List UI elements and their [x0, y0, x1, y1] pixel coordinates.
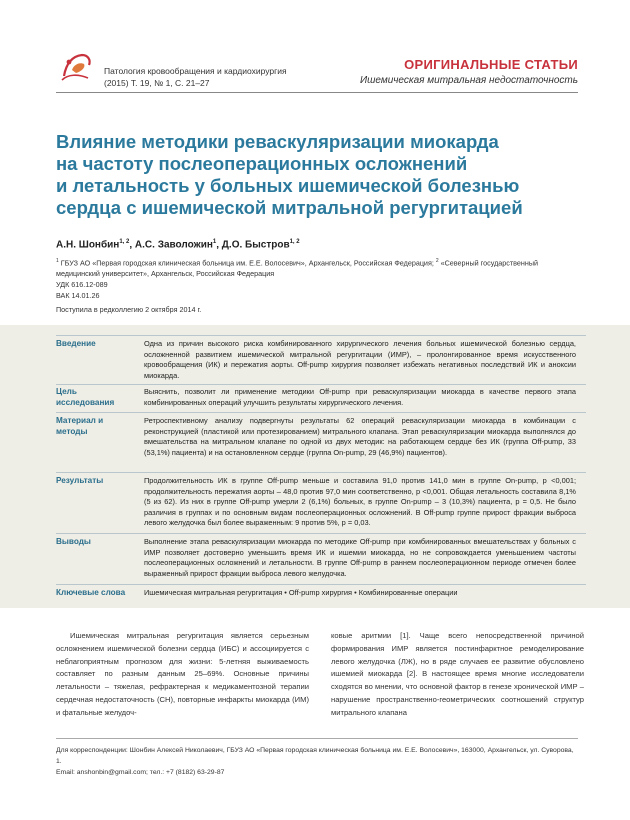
journal-citation	[104, 65, 287, 89]
body-column-right	[331, 630, 584, 720]
article-title	[56, 131, 586, 219]
rubric-heading: Ишемическая митральная недостаточность	[359, 75, 578, 86]
abstract-text: Ретроспективному анализу подвергнуты результаты 62 операций реваскуляризации миокарда в комбинации с реконструкцией (пластикой или протезированием) митрального клапана. Этап реваскуляризации миокарда выполнялся до вмешательства на митральном клапане по одной из двух методик: на работающем сердце без ИК (группа Off-pump, 33 (53,1%) пациента) и на остановленном сердце (группа On-pump, 29 (46,9%) пациентов).	[144, 416, 576, 457]
author-list	[56, 239, 300, 250]
title-line: и летальность у больных ишемической болезнью	[56, 175, 520, 196]
section-heading: ОРИГИНАЛЬНЫЕ СТАТЬИ	[404, 57, 578, 72]
vak-code: ВАК 14.01.26	[56, 290, 100, 300]
abstract-label: Материал и методы	[56, 416, 104, 436]
journal-logo	[58, 50, 94, 86]
author-affiliation-mark: 1, 2	[289, 239, 300, 245]
affiliation-2: «Северный государственный медицинский университет», Архангельск, Российская Федерация	[56, 258, 539, 279]
body-column-left	[56, 630, 309, 720]
author-name: А.Н. Шонбин	[56, 239, 120, 251]
abstract-text: Ишемическая митральная регургитация • Off-pump хирургия • Комбинированные операции	[144, 588, 458, 597]
abstract-label: Результаты	[56, 476, 104, 485]
author-affiliation-mark: 1	[212, 239, 217, 245]
affiliation-mark: 1	[56, 258, 59, 264]
title-line: на частоту послеоперационных осложнений	[56, 153, 468, 174]
abstract-text: Одна из причин высокого риска комбинированного хирургического лечения больных ишемической болезнью сердца, осложненной развитием ишемической митральной регургитации (ИМР), – пролонгированное время искусственного кровообращения (ИК) и пережатия аорты. Off-pump хирургия позволяет избежать негативных последствий ИК и аноксии миокарда.	[144, 339, 576, 380]
classification-codes	[56, 280, 108, 301]
abstract-box	[0, 325, 630, 608]
journal-name: Патология кровообращения и кардиохирургия	[104, 66, 287, 76]
abstract-label: Выводы	[56, 537, 91, 546]
abstract-divider	[56, 335, 586, 336]
abstract-label: Цель исследования	[56, 387, 115, 407]
body-paragraph: ковые аритмии [1]. Чаще всего непосредственной причиной формирования ИМР является постинфарктное ремоделирование левого желудочка (ЛЖ), но в ряде случаев ее развитие обусловлено ишемией миокарда [2]. В настоящее время многие исследователи сходятся во мнении, что основной фактор в генезе хронической ИМР – нарушение пространственно-геометрических соотношений структур митрального клапана	[331, 631, 584, 717]
author-affiliation-mark: 1, 2	[119, 239, 130, 245]
abstract-text: Продолжительность ИК в группе Off-pump меньше и составила 91,0 против 141,0 мин в группе On-pump, p <0,001; продолжительность пережатия аорты – 48,0 против 97,0 мин соответственно, p <0,001. Общая летальность составила 8,1% (5 из 62). Из них в группе Off-pump умерли 2 (6,1%) больных, в группе On-pump – 3 (10,3%) пациента, p = 0,5. Не было различия в группах и по основным видам послеоперационных осложнений. В Off-pump группе прирост фракции выброса левого желудочка был более выраженным: 9 против 5%, p = 0,03.	[144, 476, 576, 528]
author-separator: ,	[216, 239, 222, 251]
udk-code: УДК 616.12-089	[56, 280, 108, 289]
abstract-label: Введение	[56, 339, 96, 348]
author-name: Д.О. Быстров	[221, 239, 290, 251]
footer-divider	[56, 738, 578, 739]
received-date: Поступила в редколлегию 2 октября 2014 г.	[56, 305, 202, 314]
affiliations	[56, 256, 581, 279]
author-separator: ,	[129, 239, 135, 251]
author-name: А.С. Заволожин	[134, 239, 213, 251]
correspondence-footer	[56, 745, 581, 778]
affiliation-1: ГБУЗ АО «Первая городская клиническая больница им. Е.Е. Волосевич», Архангельск, Российская Федерация;	[58, 258, 436, 268]
title-line: сердца с ишемической митральной регургитацией	[56, 197, 523, 218]
abstract-divider	[56, 584, 586, 585]
abstract-divider	[56, 412, 586, 413]
body-paragraph: Ишемическая митральная регургитация является серьезным осложнением ишемической болезни сердца (ИБС) и ассоциируется с неблагоприятным прогнозом для жизни: 5-летняя выживаемость составляет по разным данным 25–69%. Основные причины летальности – тяжелая, рефрактерная к медикаментозной терапии сердечная недостаточность (СН), повторные инфаркты миокарда (ИМ) и фатальные желудоч-	[56, 631, 309, 717]
correspondence-line: Для корреспонденции: Шонбин Алексей Николаевич, ГБУЗ АО «Первая городская клиническая больница им. Е.Е. Волосевич», 163000, Архангельск, ул. Суворова, 1.	[56, 747, 574, 765]
abstract-label: Ключевые слова	[56, 588, 126, 597]
correspondence-contact: Email: anshonbin@gmail.com; тел.: +7 (8182) 63-29-87	[56, 769, 225, 776]
affiliation-mark: 2	[435, 258, 439, 264]
journal-issue: (2015) Т. 19, № 1, С. 21–27	[104, 78, 210, 88]
abstract-divider	[56, 384, 586, 385]
header-divider	[56, 92, 578, 93]
abstract-divider	[56, 533, 586, 534]
abstract-divider	[56, 472, 586, 473]
title-line: Влияние методики реваскуляризации миокарда	[56, 131, 499, 152]
abstract-text: Выполнение этапа реваскуляризации миокарда по методике Off-pump при комбинированных вмешательствах у больных с ИМР позволяет достоверно уменьшить время ИК и ишемии миокарда, но не сопровождается уменьшением частоты послеоперационных осложнений и летальности. В группе Off-pump в раннем послеоперационном периоде отмечен более выраженный прирост фракции выброса левого желудочка.	[144, 537, 576, 578]
abstract-text: Выяснить, позволит ли применение методики Off-pump при реваскуляризации миокарда в качестве первого этапа комбинированных операций улучшить результаты хирургического лечения.	[144, 387, 576, 407]
